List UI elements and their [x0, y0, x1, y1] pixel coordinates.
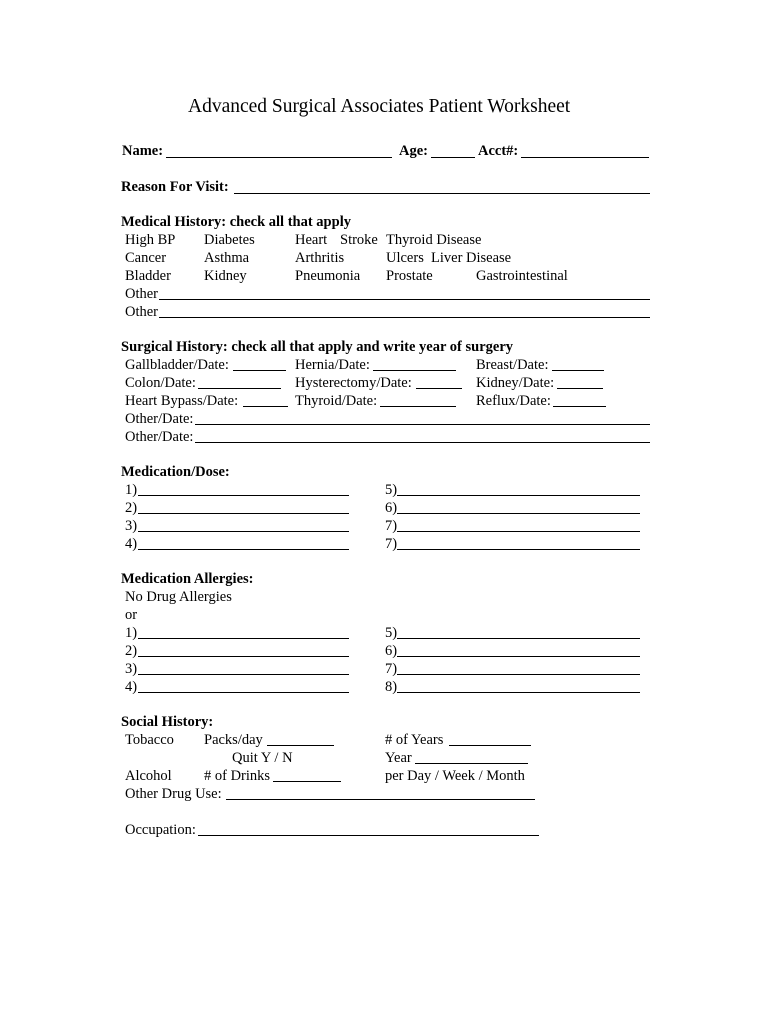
social-history-heading: Social History:: [121, 714, 214, 730]
other-condition-label: Other: [125, 286, 159, 302]
medication-number: 3): [125, 518, 138, 534]
quit-yes-no-option[interactable]: Quit Y / N: [232, 750, 293, 766]
surgery-thyroid-field[interactable]: [380, 406, 456, 407]
allergy-field[interactable]: [397, 692, 640, 693]
surgery-other-field[interactable]: [195, 442, 650, 443]
surgery-hernia-field[interactable]: [373, 370, 456, 371]
occupation-label: Occupation:: [125, 822, 196, 838]
medication-field[interactable]: [397, 495, 640, 496]
condition-stroke[interactable]: Stroke: [340, 232, 378, 248]
surgical-history-heading: Surgical History: check all that apply and write year of surgery: [121, 339, 514, 355]
other-drug-use-label: Other Drug Use:: [125, 786, 222, 802]
medication-field[interactable]: [397, 549, 640, 550]
page-title: Advanced Surgical Associates Patient Worksheet: [188, 96, 571, 117]
condition-arthritis[interactable]: Arthritis: [295, 250, 345, 266]
allergy-number: 5): [385, 625, 398, 641]
condition-gastrointestinal[interactable]: Gastrointestinal: [476, 268, 568, 284]
condition-high-bp[interactable]: High BP: [125, 232, 176, 248]
allergy-field[interactable]: [138, 656, 349, 657]
surgery-heart-bypass-label: Heart Bypass/Date:: [125, 393, 239, 409]
condition-prostate[interactable]: Prostate: [386, 268, 433, 284]
surgery-kidney-label: Kidney/Date:: [476, 375, 555, 391]
surgery-hernia-label: Hernia/Date:: [295, 357, 370, 373]
surgery-other-label: Other/Date:: [125, 429, 194, 445]
no-drug-allergies-option[interactable]: No Drug Allergies: [125, 589, 232, 605]
medication-number: 1): [125, 482, 138, 498]
allergy-field[interactable]: [397, 656, 640, 657]
acct-label: Acct#:: [478, 143, 519, 159]
surgery-gallbladder-label: Gallbladder/Date:: [125, 357, 229, 373]
surgery-thyroid-label: Thyroid/Date:: [295, 393, 378, 409]
condition-bladder[interactable]: Bladder: [125, 268, 171, 284]
condition-asthma[interactable]: Asthma: [204, 250, 250, 266]
name-field[interactable]: [166, 157, 392, 158]
allergy-number: 6): [385, 643, 398, 659]
quit-year-field[interactable]: [415, 763, 528, 764]
medication-field[interactable]: [138, 513, 349, 514]
allergy-field[interactable]: [397, 638, 640, 639]
other-condition-label: Other: [125, 304, 159, 320]
alcohol-label: Alcohol: [125, 768, 172, 784]
reason-label: Reason For Visit:: [121, 179, 229, 195]
acct-field[interactable]: [521, 157, 649, 158]
condition-pneumonia[interactable]: Pneumonia: [295, 268, 361, 284]
medication-number: 7): [385, 536, 398, 552]
surgery-colon-field[interactable]: [198, 388, 281, 389]
surgery-kidney-field[interactable]: [557, 388, 603, 389]
drinks-field[interactable]: [273, 781, 341, 782]
allergy-field[interactable]: [138, 692, 349, 693]
condition-diabetes[interactable]: Diabetes: [204, 232, 255, 248]
surgery-other-label: Other/Date:: [125, 411, 194, 427]
medication-field[interactable]: [397, 513, 640, 514]
medication-number: 2): [125, 500, 138, 516]
medication-field[interactable]: [138, 549, 349, 550]
condition-liver-disease[interactable]: Liver Disease: [431, 250, 512, 266]
or-label: or: [125, 607, 138, 623]
condition-heart[interactable]: Heart: [295, 232, 328, 248]
tobacco-label: Tobacco: [125, 732, 174, 748]
reason-field[interactable]: [234, 193, 650, 194]
allergy-number: 2): [125, 643, 138, 659]
condition-cancer[interactable]: Cancer: [125, 250, 167, 266]
medication-number: 7): [385, 518, 398, 534]
drinks-label: # of Drinks: [204, 768, 271, 784]
occupation-field[interactable]: [198, 835, 539, 836]
allergy-field[interactable]: [397, 674, 640, 675]
allergy-number: 4): [125, 679, 138, 695]
medication-number: 5): [385, 482, 398, 498]
condition-ulcers[interactable]: Ulcers: [386, 250, 424, 266]
allergy-number: 1): [125, 625, 138, 641]
medication-number: 4): [125, 536, 138, 552]
surgery-hysterectomy-field[interactable]: [416, 388, 462, 389]
allergy-number: 7): [385, 661, 398, 677]
age-label: Age:: [399, 143, 428, 159]
surgery-breast-field[interactable]: [552, 370, 604, 371]
name-label: Name:: [122, 143, 164, 159]
medication-field[interactable]: [138, 531, 349, 532]
packs-per-day-label: Packs/day: [204, 732, 263, 748]
packs-per-day-field[interactable]: [267, 745, 334, 746]
other-condition-field[interactable]: [159, 317, 650, 318]
condition-thyroid-disease[interactable]: Thyroid Disease: [386, 232, 482, 248]
medication-number: 6): [385, 500, 398, 516]
medical-history-heading: Medical History: check all that apply: [121, 214, 351, 230]
surgery-reflux-field[interactable]: [553, 406, 606, 407]
drink-frequency-option[interactable]: per Day / Week / Month: [385, 768, 525, 784]
allergy-number: 8): [385, 679, 398, 695]
surgery-heart-bypass-field[interactable]: [243, 406, 288, 407]
surgery-breast-label: Breast/Date:: [476, 357, 549, 373]
other-drug-use-field[interactable]: [226, 799, 535, 800]
age-field[interactable]: [431, 157, 475, 158]
surgery-colon-label: Colon/Date:: [125, 375, 196, 391]
medication-field[interactable]: [397, 531, 640, 532]
medication-field[interactable]: [138, 495, 349, 496]
years-smoked-label: # of Years: [385, 732, 444, 748]
medication-heading: Medication/Dose:: [121, 464, 230, 480]
surgery-other-field[interactable]: [195, 424, 650, 425]
allergies-heading: Medication Allergies:: [121, 571, 254, 587]
allergy-number: 3): [125, 661, 138, 677]
condition-kidney[interactable]: Kidney: [204, 268, 247, 284]
surgery-hysterectomy-label: Hysterectomy/Date:: [295, 375, 412, 391]
quit-year-label: Year: [385, 750, 412, 766]
allergy-field[interactable]: [138, 674, 349, 675]
surgery-reflux-label: Reflux/Date:: [476, 393, 551, 409]
allergy-field[interactable]: [138, 638, 349, 639]
surgery-gallbladder-field[interactable]: [233, 370, 286, 371]
other-condition-field[interactable]: [159, 299, 650, 300]
years-smoked-field[interactable]: [449, 745, 531, 746]
